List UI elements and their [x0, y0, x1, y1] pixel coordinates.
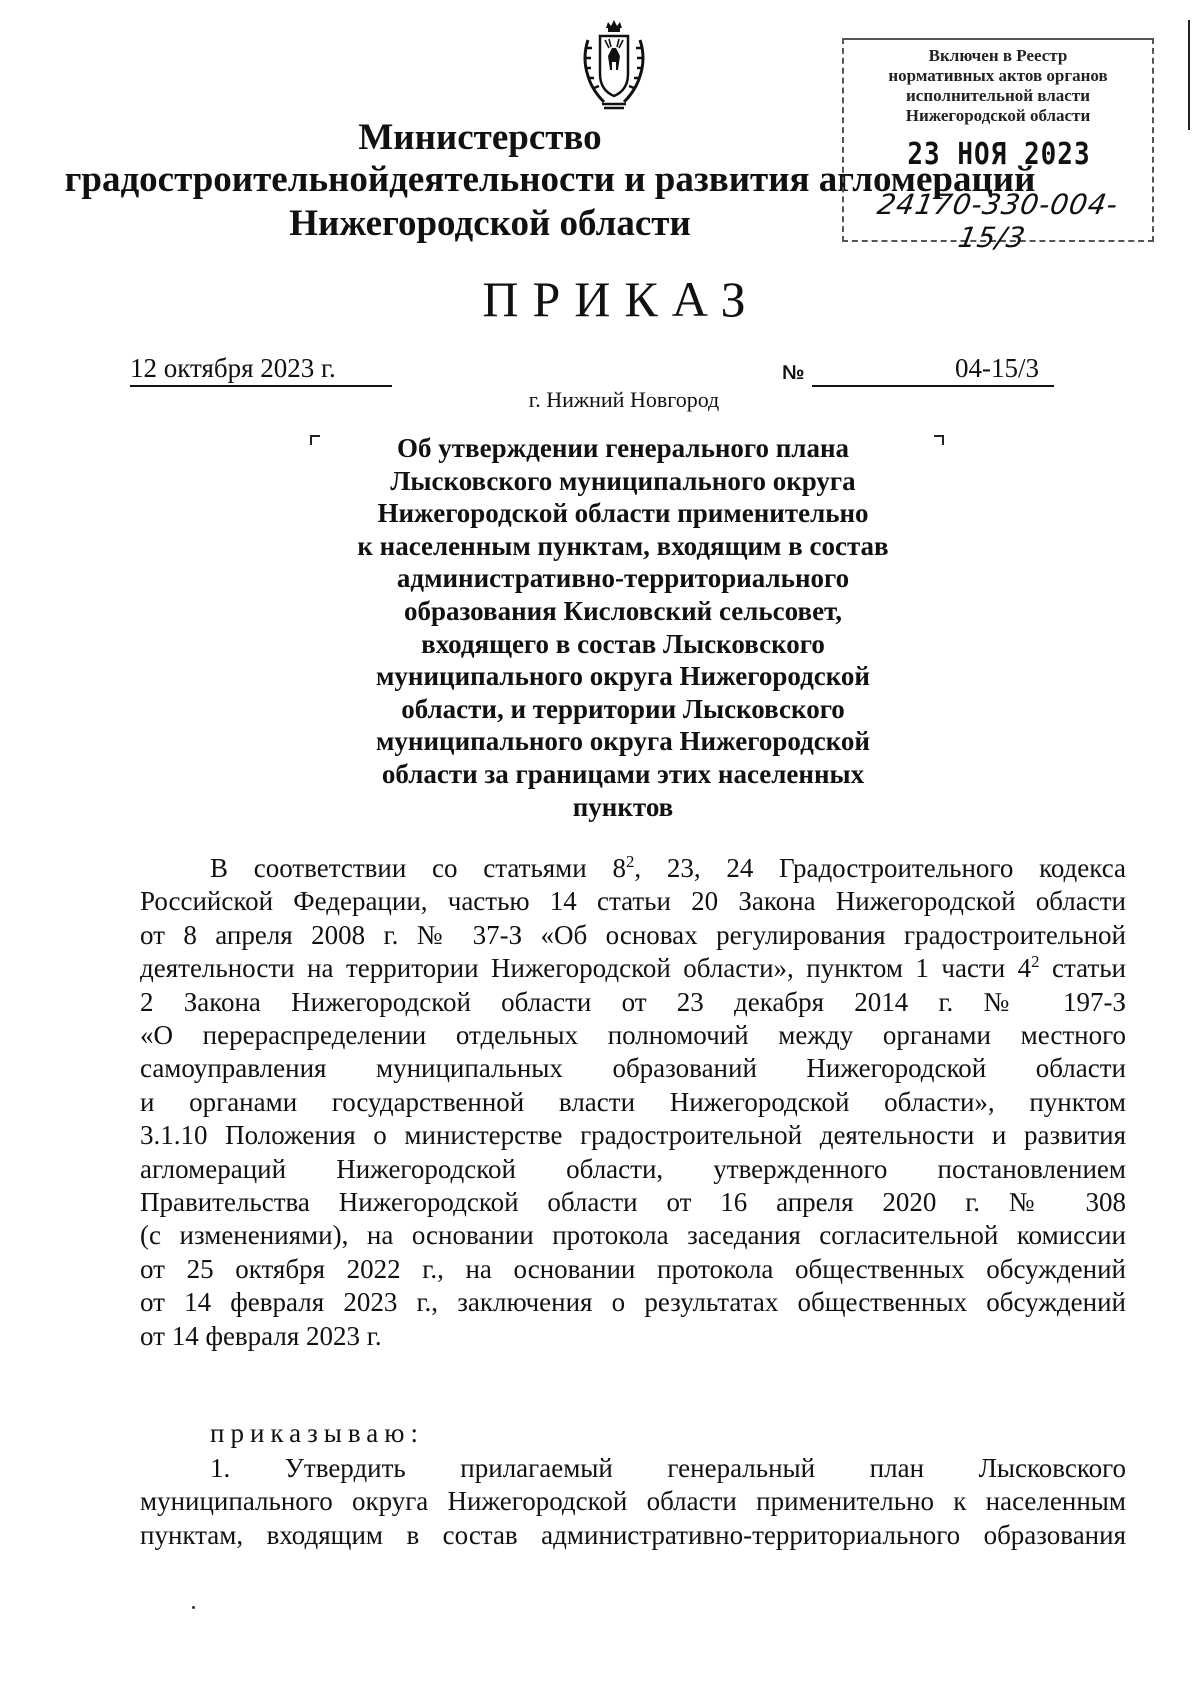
stamp-registration-number: 24170-330-004-15/3	[874, 188, 1121, 254]
stamp-text	[844, 46, 1152, 126]
preamble-line: 3.1.10 Положения о министерстве градостроительной деятельности и развития	[140, 1120, 1126, 1151]
preamble-text: , 23, 24 Градостроительного кодекса	[634, 853, 1126, 883]
subject-line: входящего в состав Лысковского	[421, 628, 825, 659]
stamp-line-2: нормативных актов органов	[888, 66, 1108, 85]
stamp-date: 23 НОЯ 2023	[907, 137, 1091, 173]
item-line: пунктам, входящим в состав административно-территориального образования	[140, 1519, 1126, 1550]
ministry-name-line-2: градостроительнойдеятельности и развития агломераций	[64, 159, 1036, 200]
number-sign: №	[782, 362, 805, 384]
item-line: 1. Утвердить прилагаемый генеральный план Лысковского	[210, 1453, 1126, 1483]
preamble-line: «О перераспределении отдельных полномочий между органами местного	[140, 1020, 1126, 1051]
superscript: 2	[1031, 952, 1040, 972]
preamble-line: от 25 октября 2022 г., на основании протокола общественных обсуждений	[140, 1253, 1126, 1284]
superscript: 2	[625, 852, 635, 871]
preamble-line: от 8 апреля 2008 г. № 37-З «Об основах регулирования градостроительной	[140, 919, 1126, 950]
preamble-text: статьи	[1039, 953, 1126, 984]
document-title: ПРИКАЗ	[482, 271, 760, 327]
nizhny-novgorod-coat-of-arms-icon	[578, 18, 650, 116]
stamp-line-4: Нижегородской области	[905, 106, 1091, 125]
subject-line: образования Кисловский сельсовет,	[403, 595, 843, 626]
subject-line: Лысковского муниципального округа	[390, 465, 856, 496]
preamble-line: 2 Закона Нижегородской области от 23 декабря 2014 г. № 197-З	[140, 986, 1126, 1017]
preamble-text: В соответствии со статьями 8	[210, 853, 626, 883]
preamble-line: и органами государственной власти Нижегородской области», пунктом	[140, 1086, 1126, 1117]
ministry-name-line-1: Министерство	[358, 117, 602, 158]
subject-line: пунктов	[572, 791, 674, 822]
scan-speck	[192, 1606, 195, 1609]
preamble-line: (с изменениями), на основании протокола заседания согласительной комиссии	[140, 1220, 1126, 1251]
order-item-1	[140, 1452, 1126, 1552]
order-number: 04-15/3	[955, 353, 1039, 383]
preamble-line: Правительства Нижегородской области от 16 апреля 2020 г. № 308	[140, 1187, 1126, 1218]
preamble-line	[140, 852, 1126, 885]
stamp-line-3: исполнительной власти	[906, 86, 1090, 105]
subject-line: области, и территории Лысковского	[401, 693, 845, 724]
preamble-paragraph	[140, 852, 1126, 1353]
subject-line: к населенным пунктам, входящим в состав	[357, 530, 889, 561]
preamble-text: деятельности на территории Нижегородской области», пунктом 1 части 4	[140, 953, 1032, 984]
subject-line: муниципального округа Нижегородской	[376, 726, 870, 757]
preamble-line: от 14 февраля 2023 г.	[140, 1320, 382, 1351]
subject-line: административно-территориального	[396, 563, 850, 594]
subject-line: области за границами этих населенных	[381, 758, 865, 789]
preamble-line: агломераций Нижегородской области, утвержденного постановлением	[140, 1153, 1126, 1184]
preamble-line: самоуправления муниципальных образований Нижегородской области	[140, 1053, 1126, 1084]
order-verb: приказываю:	[210, 1418, 424, 1448]
preamble-line: Российской Федерации, частью 14 статьи 20 Закона Нижегородской области	[140, 886, 1126, 917]
registry-stamp	[842, 38, 1154, 254]
ministry-name-line-3: Нижегородской области	[289, 203, 691, 244]
preamble-line: от 14 февраля 2023 г., заключения о результатах общественных обсуждений	[140, 1287, 1126, 1318]
item-line: муниципального округа Нижегородской области применительно к населенным	[140, 1486, 1126, 1517]
stamp-line-1: Включен в Реестр	[928, 46, 1068, 65]
order-date: 12 октября 2023 г.	[130, 353, 336, 383]
page-edge-mark	[1188, 20, 1190, 130]
subject-line: муниципального округа Нижегородской	[376, 661, 870, 692]
subject-line: Нижегородской области применительно	[377, 498, 869, 529]
subject-line: Об утверждении генерального плана	[397, 433, 849, 463]
order-subject	[0, 432, 1200, 823]
issue-city: г. Нижний Новгород	[528, 387, 720, 412]
preamble-line	[140, 952, 1126, 985]
